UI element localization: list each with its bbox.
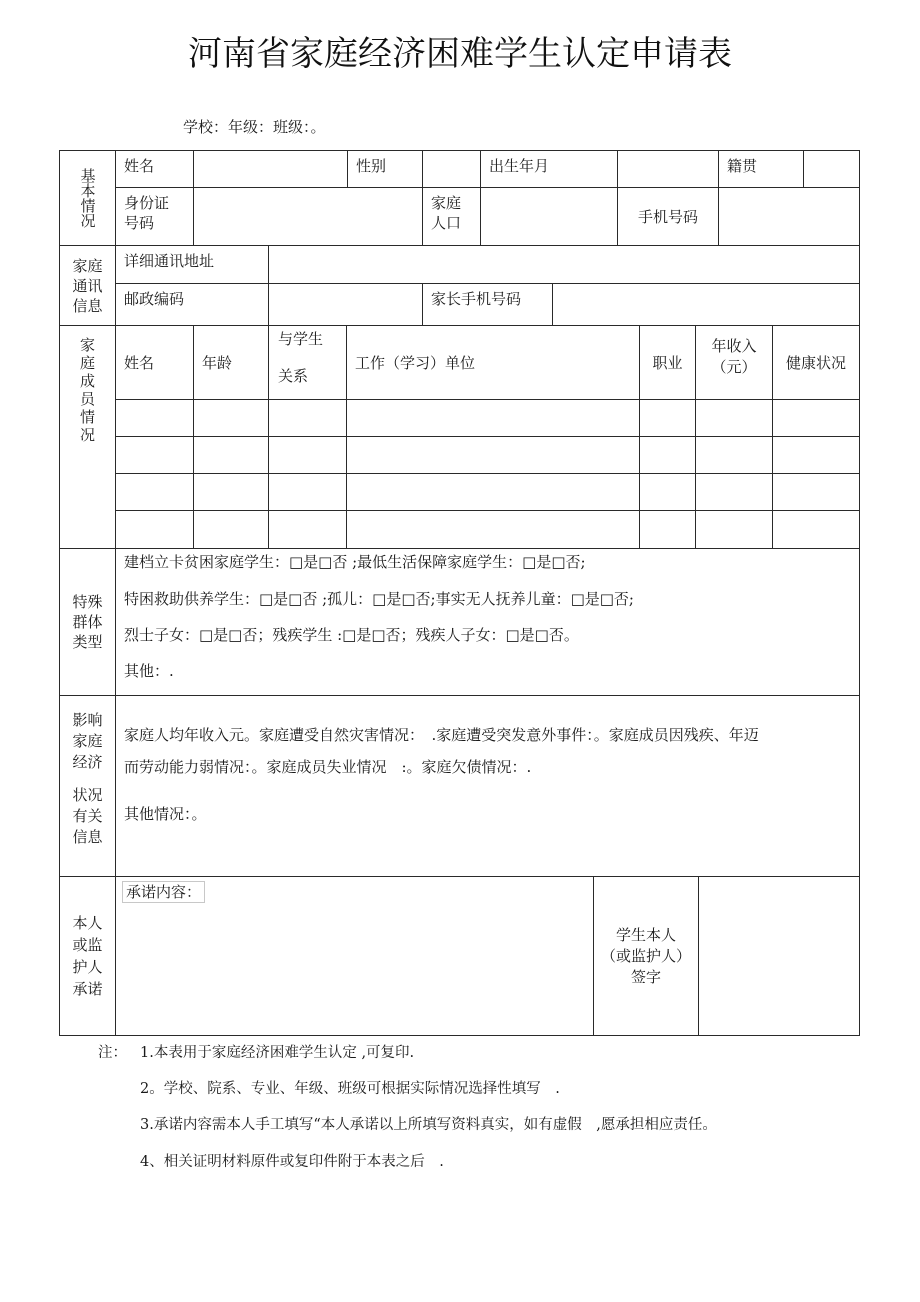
col-header-income xyxy=(695,325,773,400)
member-cell[interactable] xyxy=(772,510,860,549)
birth-label: 出生年月 xyxy=(480,150,618,188)
col-header-name: 姓名 xyxy=(115,325,194,400)
member-cell[interactable] xyxy=(193,399,269,437)
school-grade-class-line: 学校：年级：班级：。 xyxy=(183,118,326,136)
postcode-label: 邮政编码 xyxy=(115,283,269,326)
special-section-l3: 类型 xyxy=(72,633,103,651)
economy-section-l2: 家庭 xyxy=(72,732,103,750)
signature-label xyxy=(593,876,699,1036)
member-cell[interactable] xyxy=(639,399,696,437)
basic-section-text: 基本情况 xyxy=(78,168,97,228)
member-cell[interactable] xyxy=(115,473,194,511)
contact-section-l1: 家庭 xyxy=(72,256,103,275)
promise-section-l2: 或监 xyxy=(72,936,103,954)
special-content[interactable] xyxy=(115,548,860,696)
col-header-work: 工作（学习）单位 xyxy=(346,325,640,400)
promise-section-l1: 本人 xyxy=(72,914,103,932)
note-2: 2。学校、院系、专业、年级、班级可根据实际情况选择性填写 . xyxy=(140,1081,560,1097)
basic-section-label xyxy=(59,150,116,246)
parent-phone-field[interactable] xyxy=(552,283,860,326)
member-cell[interactable] xyxy=(639,473,696,511)
signature-label-l1: 学生本人 xyxy=(615,925,676,944)
economy-section-label xyxy=(59,695,116,877)
member-cell[interactable] xyxy=(695,436,773,474)
member-cell[interactable] xyxy=(115,436,194,474)
member-cell[interactable] xyxy=(695,510,773,549)
member-cell[interactable] xyxy=(346,473,640,511)
form-title: 河南省家庭经济困难学生认定申请表 xyxy=(188,34,732,74)
postcode-field[interactable] xyxy=(268,283,423,326)
promise-section-l4: 承诺 xyxy=(72,980,103,998)
special-line-4: 其他：. xyxy=(124,662,174,680)
household-label xyxy=(422,187,481,246)
contact-section-label xyxy=(59,245,116,326)
address-label: 详细通讯地址 xyxy=(115,245,269,284)
special-section-l2: 群体 xyxy=(72,613,103,631)
id-field[interactable] xyxy=(193,187,423,246)
member-cell[interactable] xyxy=(268,510,347,549)
col-header-relation xyxy=(268,325,347,400)
col-header-relation-l1: 与学生 xyxy=(278,330,324,348)
member-cell[interactable] xyxy=(115,399,194,437)
signature-label-l3: 签字 xyxy=(630,967,661,986)
address-field[interactable] xyxy=(268,245,860,284)
special-section-l1: 特殊 xyxy=(72,593,103,611)
economy-section-l1: 影响 xyxy=(72,711,103,729)
economy-section-l3: 经济 xyxy=(72,753,103,771)
member-cell[interactable] xyxy=(346,399,640,437)
member-cell[interactable] xyxy=(639,510,696,549)
notes-prefix: 注： xyxy=(98,1045,127,1061)
contact-section-l2: 通讯 xyxy=(72,276,103,295)
phone-label: 手机号码 xyxy=(617,187,719,246)
special-section-label xyxy=(59,548,116,696)
members-section-label xyxy=(59,325,116,549)
note-4: 4、相关证明材料原件或复印件附于本表之后 . xyxy=(140,1154,444,1170)
economy-section-l4: 状况 xyxy=(72,786,103,804)
gender-field[interactable] xyxy=(422,150,481,188)
special-line-2: 特困救助供养学生：□是□否 ;孤儿：□是□否;事实无人抚养儿童：□是□否; xyxy=(124,590,634,608)
promise-section-label xyxy=(59,876,116,1036)
household-label-line2: 人口 xyxy=(431,214,462,232)
member-cell[interactable] xyxy=(193,473,269,511)
household-label-line1: 家庭 xyxy=(431,194,462,212)
member-cell[interactable] xyxy=(193,510,269,549)
member-cell[interactable] xyxy=(639,436,696,474)
gender-label: 性别 xyxy=(347,150,423,188)
member-cell[interactable] xyxy=(695,399,773,437)
economy-section-l5: 有关 xyxy=(72,807,103,825)
members-section-text: 家庭成员情况 xyxy=(79,336,95,444)
col-header-income-l1: 年收入 xyxy=(711,337,757,355)
native-field[interactable] xyxy=(803,150,860,188)
special-line-1: 建档立卡贫困家庭学生：□是□否 ;最低生活保障家庭学生：□是□否; xyxy=(124,553,586,571)
economy-line-1: 家庭人均年收入元。家庭遭受自然灾害情况： .家庭遭受突发意外事件：。家庭成员因残疾、年迈 xyxy=(124,726,759,744)
name-label: 姓名 xyxy=(115,150,194,188)
member-cell[interactable] xyxy=(268,473,347,511)
phone-field[interactable] xyxy=(718,187,860,246)
col-header-relation-l2: 关系 xyxy=(278,367,309,385)
col-header-health: 健康状况 xyxy=(772,325,860,400)
economy-content[interactable] xyxy=(115,695,860,877)
member-cell[interactable] xyxy=(772,436,860,474)
note-1: 1.本表用于家庭经济困难学生认定 ,可复印. xyxy=(140,1045,415,1061)
member-cell[interactable] xyxy=(346,510,640,549)
member-cell[interactable] xyxy=(695,473,773,511)
member-cell[interactable] xyxy=(193,436,269,474)
member-cell[interactable] xyxy=(115,510,194,549)
economy-section-l6: 信息 xyxy=(72,828,103,846)
economy-line-2: 而劳动能力弱情况：。家庭成员失业情况 :。家庭欠债情况：. xyxy=(124,758,532,776)
household-field[interactable] xyxy=(480,187,618,246)
id-label-line2: 号码 xyxy=(124,214,155,232)
promise-content-field[interactable] xyxy=(115,876,594,1036)
signature-label-l2: （或监护人） xyxy=(600,946,691,965)
special-line-3: 烈士子女：□是□否；残疾学生 :□是□否；残疾人子女：□是□否。 xyxy=(124,626,579,644)
parent-phone-label: 家长手机号码 xyxy=(422,283,553,326)
economy-line-3: 其他情况：。 xyxy=(124,805,207,823)
col-header-age: 年龄 xyxy=(193,325,269,400)
promise-section-l3: 护人 xyxy=(72,958,103,976)
contact-section-l3: 信息 xyxy=(72,296,103,315)
col-header-income-l2: （元） xyxy=(711,358,757,376)
id-label xyxy=(115,187,194,246)
note-3: 3.承诺内容需本人手工填写“本人承诺以上所填写资料真实，如有虚假 ,愿承担相应责任。 xyxy=(140,1117,717,1133)
member-cell[interactable] xyxy=(772,473,860,511)
signature-field[interactable] xyxy=(698,876,860,1036)
name-field[interactable] xyxy=(193,150,348,188)
native-label: 籍贯 xyxy=(718,150,804,188)
member-cell[interactable] xyxy=(346,436,640,474)
birth-field[interactable] xyxy=(617,150,719,188)
member-cell[interactable] xyxy=(772,399,860,437)
id-label-line1: 身份证 xyxy=(124,194,170,212)
col-header-job: 职业 xyxy=(639,325,696,400)
promise-content-label: 承诺内容： xyxy=(122,881,205,903)
member-cell[interactable] xyxy=(268,436,347,474)
member-cell[interactable] xyxy=(268,399,347,437)
